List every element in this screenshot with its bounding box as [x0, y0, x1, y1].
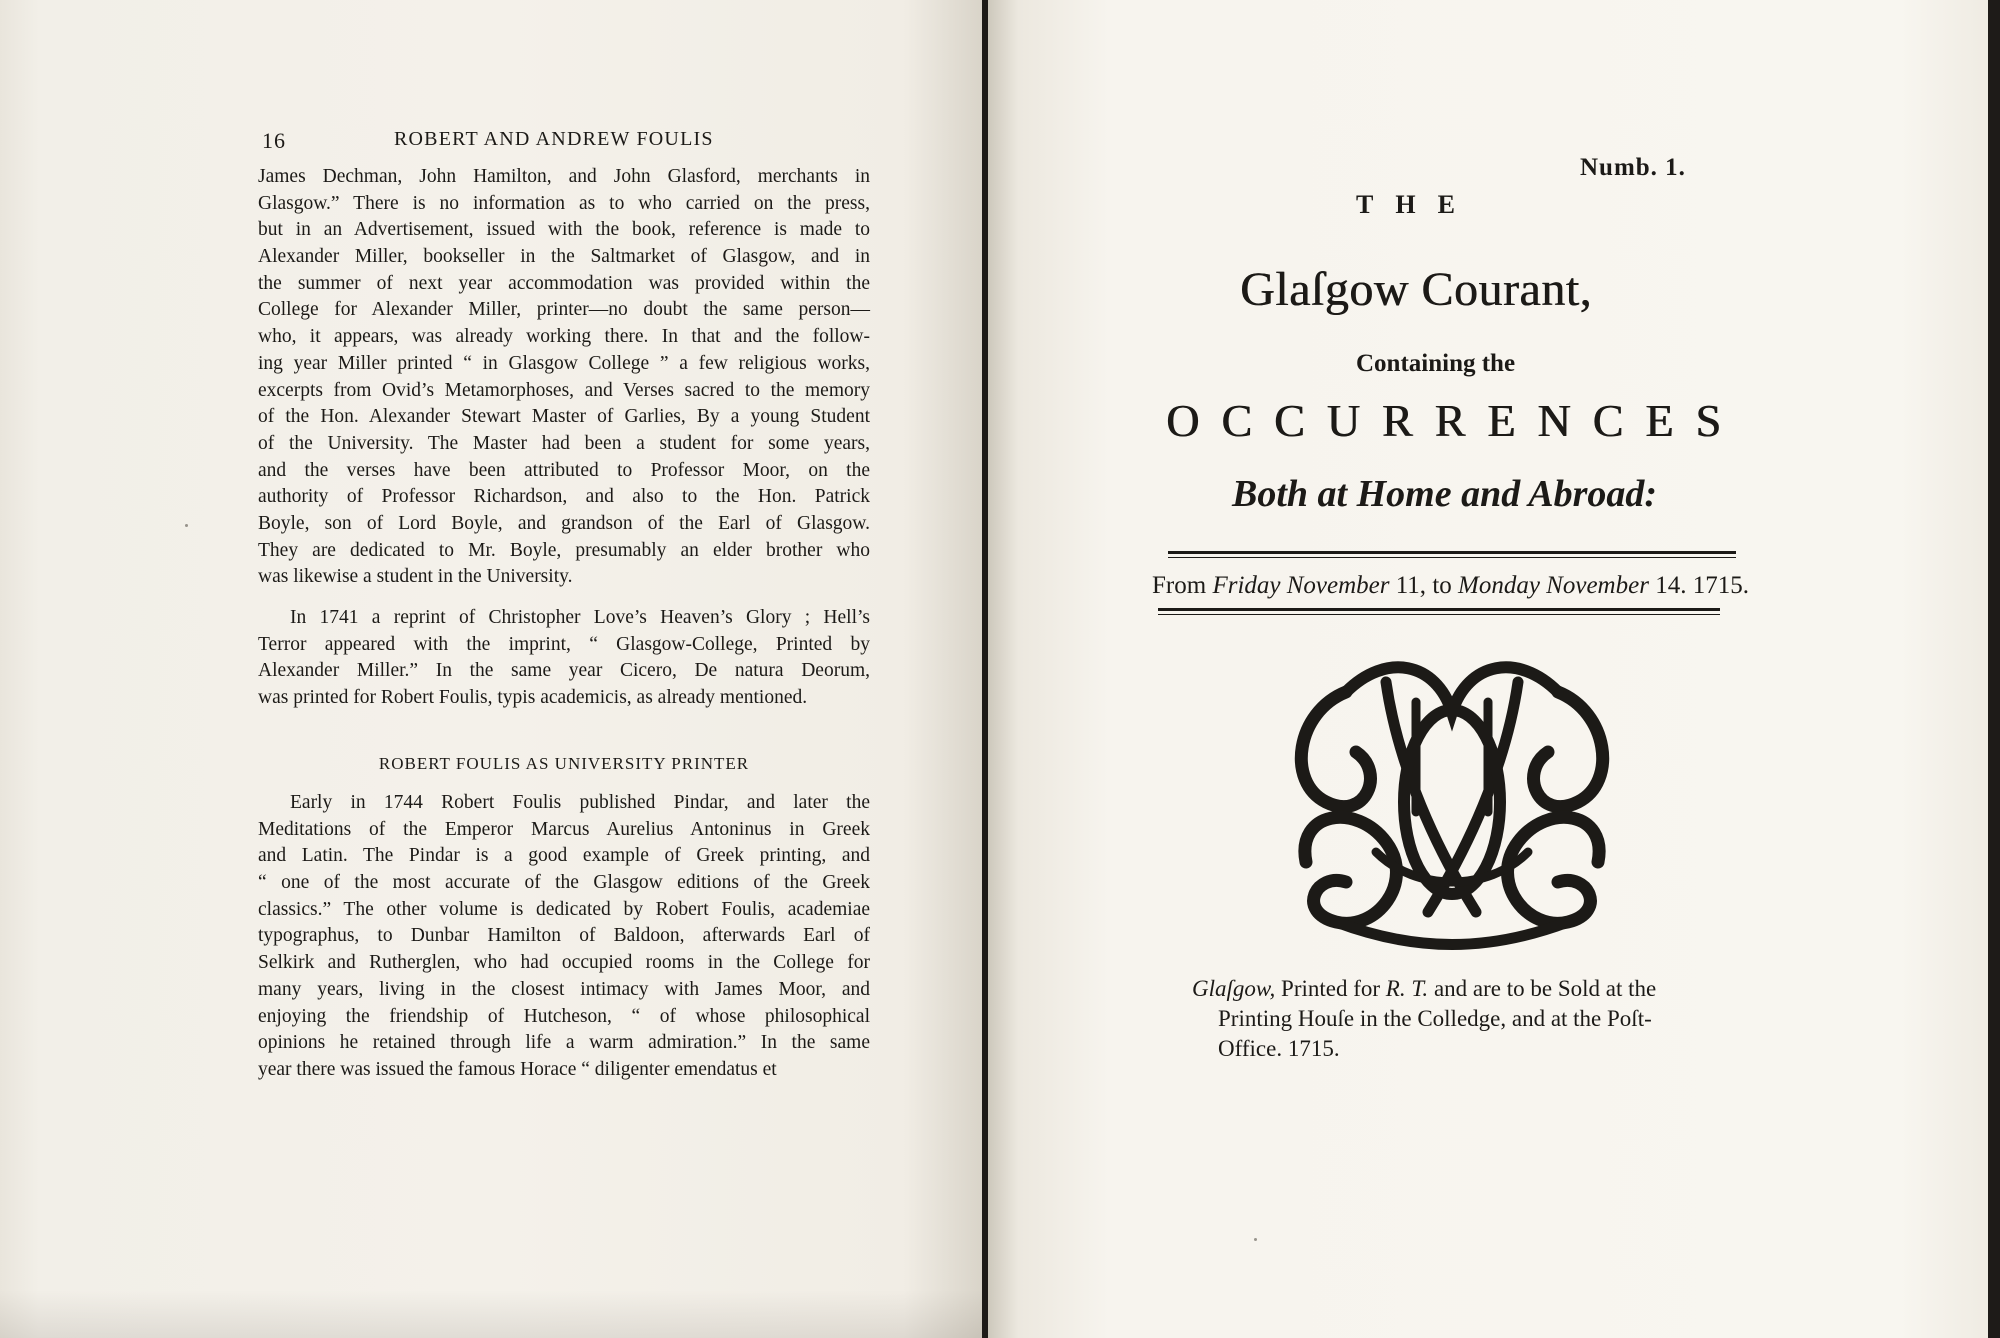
monogram-ornament — [1276, 652, 1628, 952]
imprint-block — [1192, 974, 1752, 1064]
imprint-printed-for: Printed for — [1281, 976, 1381, 1001]
text-line: “ one of the most accurate of the Glasgow editions of the Greek — [258, 872, 870, 894]
date-to: to — [1432, 572, 1452, 599]
paper-speck — [185, 524, 188, 527]
text-line: Glasgow.” There is no information as to who carried on the press, — [258, 192, 870, 214]
issue-number: Numb. 1. — [1580, 154, 1686, 181]
section-heading: ROBERT FOULIS AS UNIVERSITY PRINTER — [378, 754, 750, 773]
imprint-line-3: Office. 1715. — [1218, 1036, 1340, 1061]
text-line: Alexander Miller, bookseller in the Saltmarket of Glasgow, and in — [258, 246, 870, 268]
monogram-base — [1336, 922, 1568, 945]
text-line: many years, living in the closest intimacy with James Moor, and — [258, 978, 870, 1000]
text-line: Selkirk and Rutherglen, who had occupied rooms in the College for — [258, 952, 870, 974]
subtitle-line: Both at Home and Abroad: — [1232, 473, 1658, 515]
text-line: of the University. The Master had been a student for some years, — [258, 432, 870, 454]
text-line: ing year Miller printed “ in Glasgow College ” a few religious works, — [258, 352, 870, 374]
title-the: THE — [1356, 190, 1477, 219]
text-line: Meditations of the Emperor Marcus Aurelius Antoninus in Greek — [258, 818, 870, 840]
text-line: and Latin. The Pindar is a good example of Greek printing, and — [258, 845, 870, 867]
occurrences-heading: OCCURRENCES — [1166, 395, 1743, 446]
date-line — [1152, 572, 1749, 600]
text-line: opinions he retained through life a warm admiration.” In the same — [258, 1032, 870, 1054]
imprint-place: Glaſgow, — [1192, 976, 1276, 1001]
text-line: of the Hon. Alexander Stewart Master of Garlies, By a young Student — [258, 406, 870, 428]
date-eleven: 11, — [1395, 572, 1427, 599]
monogram-loop-right — [1534, 692, 1603, 807]
text-line: and the verses have been attributed to Professor Moor, on the — [258, 459, 870, 481]
book-edge — [1988, 0, 2000, 1338]
text-line: Terror appeared with the imprint, “ Glasgow-College, Printed by — [258, 633, 870, 655]
text-line: Early in 1744 Robert Foulis published Pindar, and later the — [290, 792, 870, 813]
text-line: classics.” The other volume is dedicated by Robert Foulis, academiae — [258, 898, 870, 920]
containing-line: Containing the — [1356, 350, 1516, 377]
date-end: 14. 1715. — [1655, 572, 1749, 599]
date-monday: Monday November — [1458, 572, 1649, 599]
monogram-bottom-left — [1305, 817, 1397, 923]
rule-top — [1168, 551, 1736, 554]
monogram-loop-left — [1301, 692, 1370, 807]
text-line: excerpts from Ovid’s Metamorphoses, and Verses sacred to the memory — [258, 379, 870, 401]
text-line: was likewise a student in the University. — [258, 566, 573, 588]
running-head-title: ROBERT AND ANDREW FOULIS — [394, 128, 714, 150]
text-line: authority of Professor Richardson, and also to the Hon. Patrick — [258, 486, 870, 508]
paragraph-3 — [258, 790, 870, 1084]
monogram-bottom-right — [1508, 817, 1600, 923]
text-line: the summer of next year accommodation was provided within the — [258, 272, 870, 294]
paragraph-2 — [258, 605, 870, 712]
imprint-line-1 — [1192, 974, 1752, 1004]
text-line: year there was issued the famous Horace “ diligenter emendatus et — [258, 1058, 777, 1080]
date-from: From — [1152, 572, 1207, 599]
text-line: typographus, to Dunbar Hamilton of Baldoon, afterwards Earl of — [258, 925, 870, 947]
paragraph-1 — [258, 164, 870, 591]
text-line: enjoying the friendship of Hutcheson, “ of whose philosophical — [258, 1005, 870, 1027]
text-line: In 1741 a reprint of Christopher Love’s Heaven’s Glory ; Hell’s — [290, 607, 870, 628]
rule-top-thin — [1168, 557, 1736, 558]
rule-bottom — [1158, 608, 1720, 611]
running-head — [262, 128, 872, 156]
rule-bottom-thin — [1158, 614, 1720, 615]
text-line: They are dedicated to Mr. Boyle, presumably an elder brother who — [258, 539, 870, 561]
text-line: who, it appears, was already working there. In that and the follow- — [258, 326, 870, 348]
text-line: Alexander Miller.” In the same year Cicero, De natura Deorum, — [258, 660, 870, 682]
imprint-printer-initials: R. T. — [1385, 976, 1429, 1001]
imprint-line-2: Printing Houſe in the Colledge, and at the Poſt- — [1218, 1006, 1652, 1031]
newspaper-title: Glaſgow Courant, — [1240, 263, 1592, 316]
text-line: James Dechman, John Hamilton, and John Glasford, merchants in — [258, 166, 870, 187]
text-line: was printed for Robert Foulis, typis academicis, as already mentioned. — [258, 687, 808, 709]
page-number: 16 — [262, 128, 286, 153]
page-shadow — [0, 1290, 982, 1338]
text-line: College for Alexander Miller, printer—no doubt the same person— — [258, 299, 870, 321]
imprint-sold-at: and are to be Sold at the — [1433, 976, 1657, 1001]
text-line: but in an Advertisement, issued with the book, reference is made to — [258, 219, 870, 241]
text-line: Boyle, son of Lord Boyle, and grandson of the Earl of Glasgow. — [258, 512, 870, 534]
paper-speck — [1254, 1238, 1257, 1241]
date-friday: Friday November — [1212, 572, 1390, 599]
